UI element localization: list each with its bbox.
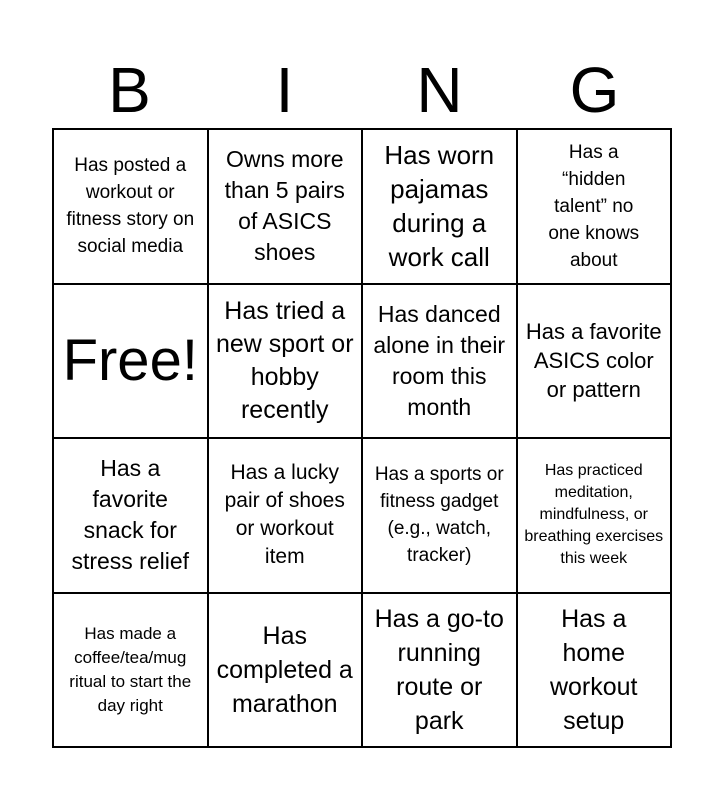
bingo-cell[interactable] <box>209 594 364 749</box>
bingo-cell[interactable] <box>518 439 673 594</box>
bingo-cell[interactable] <box>363 285 518 440</box>
bingo-cell[interactable] <box>209 285 364 440</box>
bingo-cell[interactable] <box>363 439 518 594</box>
header-letter-n: N <box>416 54 463 126</box>
bingo-cell[interactable] <box>209 130 364 285</box>
bingo-cell-text: Has danced alone in their room this month <box>373 300 506 420</box>
bingo-cell-text: Free! <box>62 327 198 393</box>
bingo-cell-text: Has worn pajamas during a work call <box>384 140 495 273</box>
bingo-cell[interactable] <box>518 285 673 440</box>
bingo-cell-text: Has a favorite ASICS color or pattern <box>525 319 662 403</box>
bingo-cell-text: Has a home workout setup <box>549 604 638 735</box>
header-letter-g: G <box>569 54 620 126</box>
bingo-cell[interactable] <box>363 130 518 285</box>
bingo-header <box>52 52 672 128</box>
bingo-cell-text: Has a sports or fitness gadget (e.g., watch, tracker) <box>374 464 504 567</box>
bingo-cell-text: Has a favorite snack for stress relief <box>71 455 190 575</box>
bingo-cell[interactable] <box>209 439 364 594</box>
bingo-cell[interactable] <box>54 130 209 285</box>
bingo-cell-text: Has posted a workout or fitness story on social media <box>66 155 195 258</box>
bingo-grid <box>52 128 672 748</box>
header-letter-b: B <box>108 54 151 126</box>
bingo-cell-text: Has made a coffee/tea/mug ritual to start the day right <box>69 623 192 715</box>
bingo-cell[interactable] <box>518 130 673 285</box>
bingo-cell-free[interactable] <box>54 285 209 440</box>
bingo-cell[interactable] <box>363 594 518 749</box>
bingo-cell-text: Has completed a marathon <box>216 621 353 718</box>
bingo-cell-text: Has a go-to running route or park <box>374 604 504 735</box>
bingo-cell[interactable] <box>54 439 209 594</box>
bingo-cell[interactable] <box>54 594 209 749</box>
bingo-cell-text: Owns more than 5 pairs of ASICS shoes <box>224 146 345 266</box>
header-letter-i: I <box>275 54 294 126</box>
bingo-cell-text: Has tried a new sport or hobby recently <box>215 296 354 424</box>
bingo-cell[interactable] <box>518 594 673 749</box>
bingo-cell-text: Has a lucky pair of shoes or workout item <box>224 461 345 569</box>
bingo-cell-text: Has a “hidden talent” no one knows about <box>548 141 640 271</box>
bingo-cell-text: Has practiced meditation, mindfulness, or breathing exercises this week <box>524 462 664 568</box>
